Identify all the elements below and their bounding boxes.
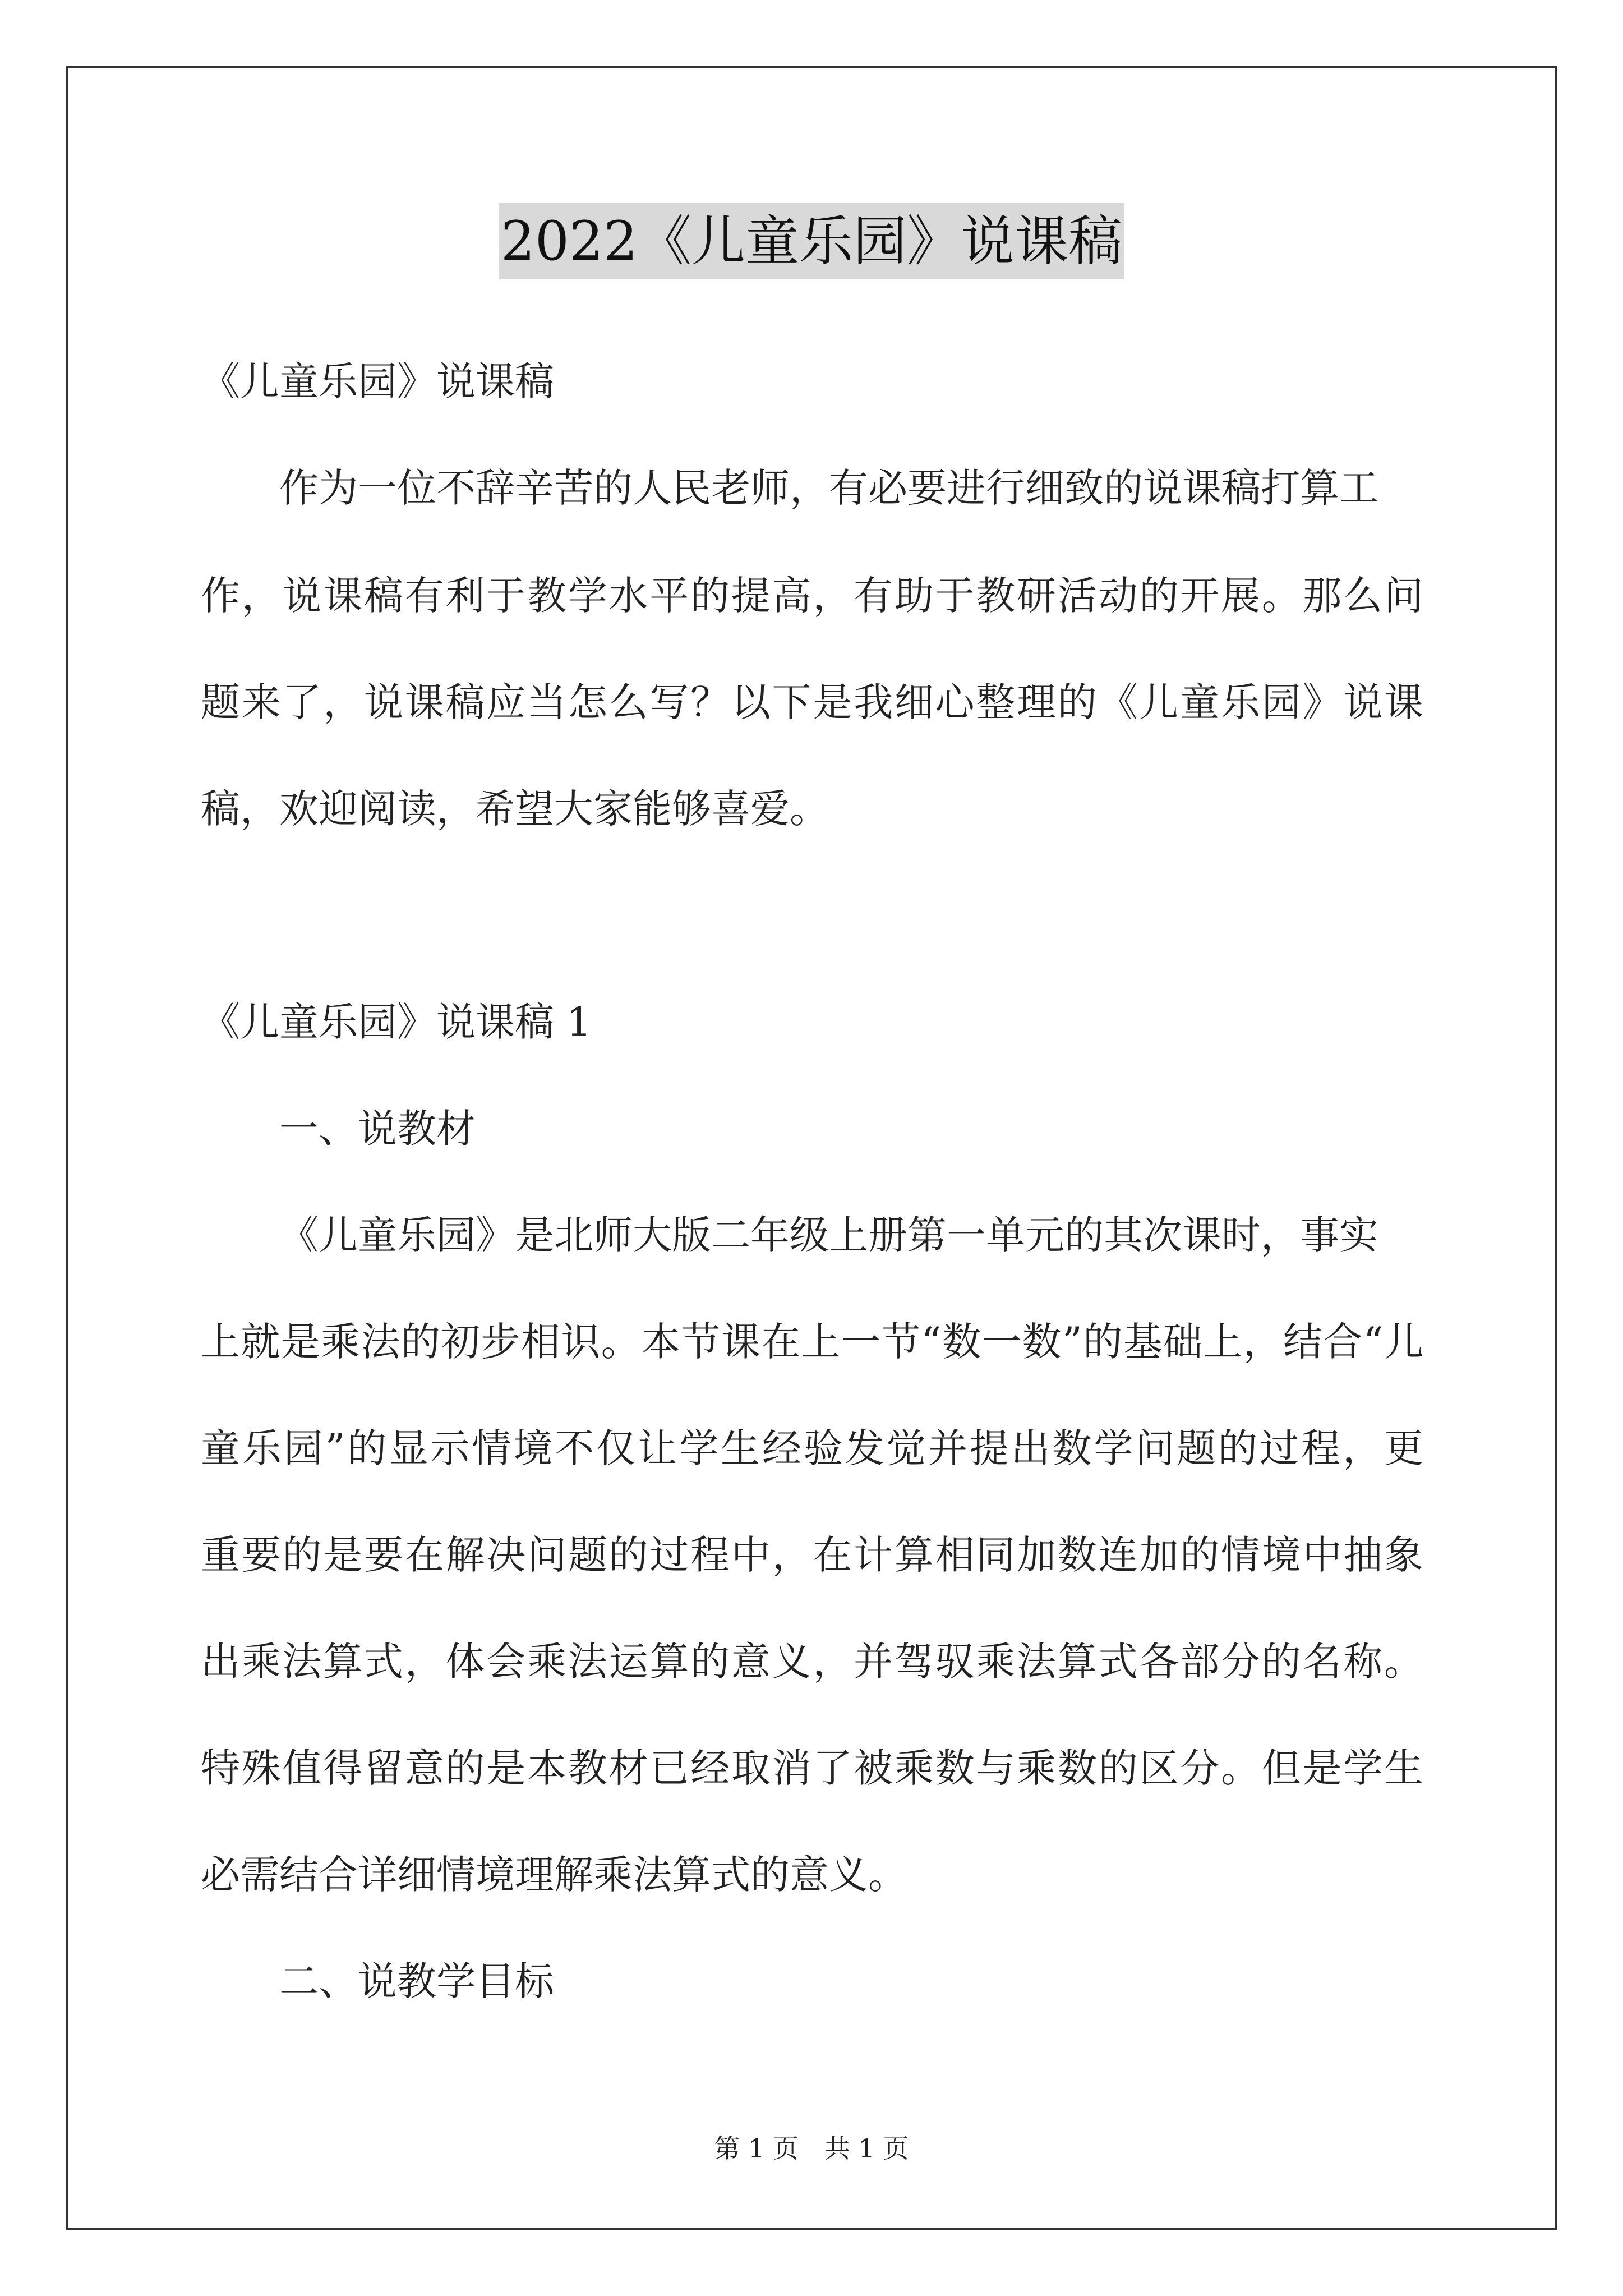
paragraph-line: 《儿童乐园》是北师大版二年级上册第一单元的其次课时，事实 [279,1212,1378,1258]
subsection-heading: 一、说教材 [279,1106,476,1152]
paragraph-line: 作，说课稿有利于教学水平的提高，有助于教研活动的开展。那么问 [201,573,1423,619]
title-container [0,203,1623,279]
paragraph-line: 上就是乘法的初步相识。本节课在上一节“数一数”的基础上，结合“儿 [201,1319,1423,1365]
section-heading: 《儿童乐园》说课稿 1 [201,999,592,1045]
paragraph-line: 作为一位不辞辛苦的人民老师，有必要进行细致的说课稿打算工 [279,465,1378,511]
paragraph-line: 题来了，说课稿应当怎么写？以下是我细心整理的《儿童乐园》说课 [201,679,1423,725]
paragraph-line: 出乘法算式，体会乘法运算的意义，并驾驭乘法算式各部分的名称。 [201,1639,1423,1685]
subtitle-line: 《儿童乐园》说课稿 [201,358,554,404]
paragraph-line: 必需结合详细情境理解乘法算式的意义。 [201,1852,907,1898]
page-footer: 第 1 页 共 1 页 [714,2133,909,2164]
paragraph-line: 特殊值得留意的是本教材已经取消了被乘数与乘数的区分。但是学生 [201,1745,1423,1791]
document-title: 2022《儿童乐园》说课稿 [499,203,1124,279]
paragraph-line: 重要的是要在解决问题的过程中，在计算相同加数连加的情境中抽象 [201,1532,1423,1578]
paragraph-line: 童乐园”的显示情境不仅让学生经验发觉并提出数学问题的过程，更 [201,1425,1423,1471]
paragraph-line: 稿，欢迎阅读，希望大家能够喜爱。 [201,786,829,832]
subsection-heading: 二、说教学目标 [279,1958,554,2004]
